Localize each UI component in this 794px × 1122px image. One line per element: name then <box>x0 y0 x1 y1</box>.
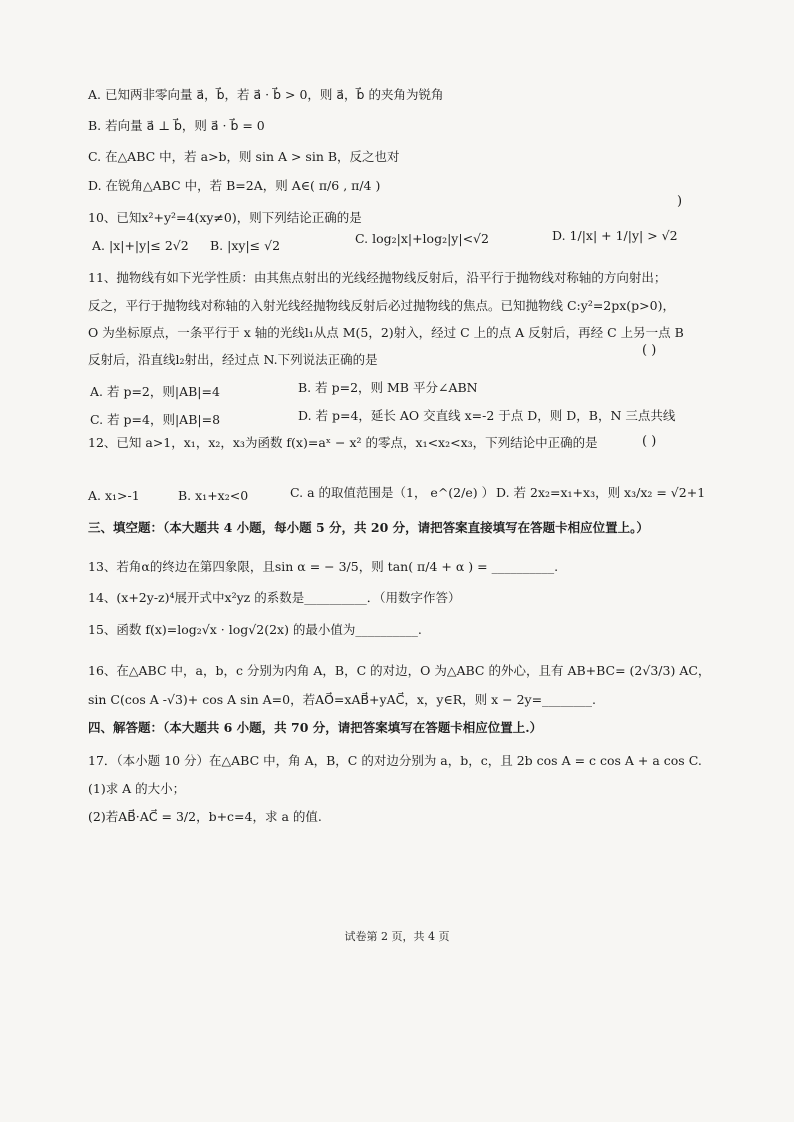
q11-stem-line3: O 为坐标原点，一条平行于 x 轴的光线l₁从点 M(5，2)射入，经过 C 上的点 A 反射后，再经 C 上另一点 B <box>88 325 684 340</box>
q10-option-b: B. |xy|≤ √2 <box>210 238 281 253</box>
q12-option-b: B. x₁+x₂<0 <box>178 488 249 503</box>
q11-stem-line2: 反之，平行于抛物线对称轴的入射光线经抛物线反射后必过抛物线的焦点。已知抛物线 C:y²=2px(p>0)， <box>88 298 675 313</box>
q10-option-a: A. |x|+|y|≤ 2√2 <box>92 238 189 253</box>
q15: 15、函数 f(x)=log₂√x · log√2(2x) 的最小值为__________. <box>88 622 422 637</box>
q11-stem-line1: 11、抛物线有如下光学性质：由其焦点射出的光线经抛物线反射后，沿平行于抛物线对称轴的方向射出； <box>88 270 667 285</box>
q16-line2: sin C(cos A -√3)+ cos A sin A=0，若AO⃗=xAB⃗+yAC⃗，x，y∈R，则 x − 2y=________. <box>88 692 597 707</box>
q12-answer-paren: ( ) <box>642 434 657 449</box>
q10-stem: 10、已知x²+y²=4(xy≠0)，则下列结论正确的是 <box>88 210 362 225</box>
q9-option-a: A. 已知两非零向量 a⃗，b⃗，若 a⃗ · b⃗ > 0，则 a⃗，b⃗ 的夹角为锐角 <box>88 87 444 102</box>
q12-option-d: D. 若 2x₂=x₁+x₃，则 x₃/x₂ = √2+1 <box>496 485 706 500</box>
q17-stem: 17．（本小题 10 分）在△ABC 中，角 A，B，C 的对边分别为 a，b，c，且 2b cos A = c cos A + a cos C. <box>88 753 702 768</box>
section-4-heading: 四、解答题：（本大题共 6 小题，共 70 分，请把答案填写在答题卡相应位置上.） <box>88 720 543 735</box>
q9-option-c: C. 在△ABC 中，若 a>b，则 sin A > sin B，反之也对 <box>88 149 400 164</box>
q17-part1: (1)求 A 的大小； <box>88 781 186 796</box>
q11-option-a: A. 若 p=2，则|AB|=4 <box>90 384 220 399</box>
q10-option-d: D. 1/|x| + 1/|y| > √2 <box>552 228 678 243</box>
q12-option-c: C. a 的取值范围是（1， e^(2/e) ） <box>290 485 495 500</box>
section-3-heading: 三、填空题：（本大题共 4 小题，每小题 5 分，共 20 分，请把答案直接填写在答题卡相应位置上。） <box>88 520 649 535</box>
q11-option-c: C. 若 p=4，则|AB|=8 <box>90 412 221 427</box>
q9-answer-paren: ) <box>677 194 683 209</box>
q11-option-b: B. 若 p=2，则 MB 平分∠ABN <box>298 380 478 395</box>
q12-stem: 12、已知 a>1，x₁，x₂，x₃为函数 f(x)=aˣ − x² 的零点，x₁<x₂<x₃，下列结论中正确的是 <box>88 435 598 450</box>
q11-stem-line4: 反射后，沿直线l₂射出，经过点 N.下列说法正确的是 <box>88 352 378 367</box>
q11-option-d: D. 若 p=4，延长 AO 交直线 x=-2 于点 D，则 D，B，N 三点共线 <box>298 408 676 423</box>
q12-option-a: A. x₁>-1 <box>88 488 140 503</box>
q10-option-c: C. log₂|x|+log₂|y|<√2 <box>355 231 489 246</box>
q16-line1: 16、在△ABC 中，a，b，c 分别为内角 A，B，C 的对边，O 为△ABC 的外心，且有 AB+BC= (2√3/3) AC， <box>88 663 711 678</box>
page-footer: 试卷第 2 页，共 4 页 <box>344 930 450 943</box>
q11-answer-paren: ( ) <box>642 343 657 358</box>
q17-part2: (2)若AB⃗·AC⃗ = 3/2，b+c=4，求 a 的值. <box>88 809 322 824</box>
q13: 13、若角α的终边在第四象限，且sin α = − 3/5，则 tan( π/4 + α ) = __________. <box>88 559 559 574</box>
q9-option-b: B. 若向量 a⃗ ⊥ b⃗，则 a⃗ · b⃗ = 0 <box>88 118 265 133</box>
q9-option-d: D. 在锐角△ABC 中，若 B=2A，则 A∈( π/6 , π/4 ) <box>88 178 381 193</box>
q14: 14、(x+2y-z)⁴展开式中x²yz 的系数是__________．（用数字作答） <box>88 590 461 605</box>
